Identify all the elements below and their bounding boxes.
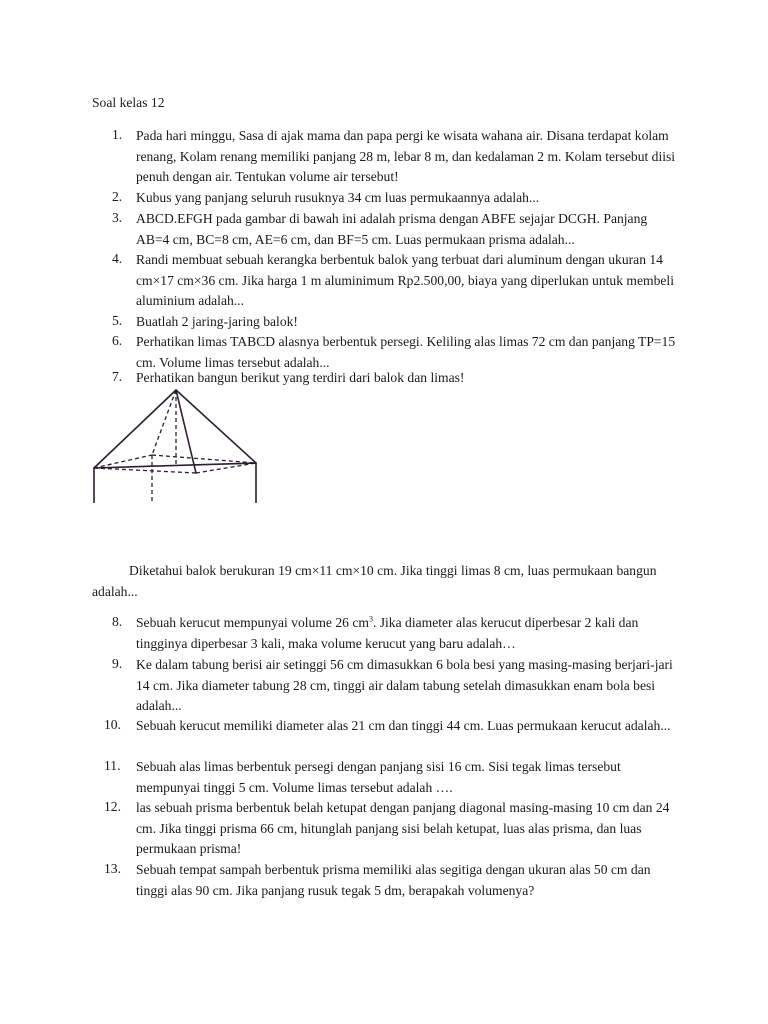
hidden-edge (152, 390, 176, 455)
figure-note (92, 561, 682, 602)
document-title: Soal kelas 12 (92, 95, 165, 110)
question-text: Sebuah tempat sampah berbentuk prisma memiliki alas segitiga dengan ukuran alas 50 cm dan tinggi alas 90 cm. Jika panjang rusuk tegak 5 dm, berapakah volumenya? (136, 862, 651, 898)
question-text: Perhatikan bangun berikut yang terdiri dari balok dan limas! (136, 370, 465, 385)
superscript: 3 (368, 614, 373, 624)
edge (176, 390, 256, 463)
question-text: Randi membuat sebuah kerangka berbentuk balok yang terbuat dari aluminum dengan ukuran 14 cm×17 cm×36 cm. Jika harga 1 m aluminimum Rp2.500,00, biaya yang diperlukan untuk membeli aluminium adalah... (136, 252, 674, 309)
question-text: Sebuah alas limas berbentuk persegi dengan panjang sisi 16 cm. Sisi tegak limas tersebut mempunyai tinggi 5 cm. Volume limas tersebut adalah …. (136, 759, 621, 795)
question-text-part: . Jika diameter alas kerucut diperbesar 2 kali dan tingginya diperbesar 3 kali, maka volume kerucut yang baru adalah… (136, 615, 639, 651)
question-number: 10. (104, 717, 121, 732)
question-number: 13. (104, 861, 121, 876)
note-text: Diketahui balok berukuran 19 cm×11 cm×10 cm. Jika tinggi limas 8 cm, luas permukaan bangun adalah... (92, 563, 657, 599)
question-text: Pada hari minggu, Sasa di ajak mama dan papa pergi ke wisata wahana air. Disana terdapat kolam renang, Kolam renang memiliki panjang 28 m, lebar 8 m, dan kedalaman 2 m. Kolam tersebut diisi penuh dengan air. Tentukan volume air tersebut! (136, 128, 676, 185)
edge (176, 390, 196, 473)
question-text: las sebuah prisma berbentuk belah ketupat dengan panjang diagonal masing-masing 10 cm dan 24 cm. Jika tinggi prisma 66 cm, hitunglah panjang sisi belah ketupat, luas alas prisma, dan luas permukaan prisma! (136, 800, 670, 857)
question-number: 12. (104, 799, 121, 814)
balok-limas-figure (88, 385, 264, 503)
question-number: 8. (112, 614, 123, 629)
question-text-part: Sebuah kerucut mempunyai volume 26 cm (136, 615, 369, 630)
hidden-edge (152, 455, 256, 463)
question-text: Sebuah kerucut memiliki diameter alas 21 cm dan tinggi 44 cm. Luas permukaan kerucut adalah... (136, 718, 671, 733)
question-number: 7. (112, 369, 123, 384)
question-text: Kubus yang panjang seluruh rusuknya 34 cm luas permukaannya adalah... (136, 190, 540, 205)
question-text: Perhatikan limas TABCD alasnya berbentuk persegi. Keliling alas limas 72 cm dan panjang TP=15 cm. Volume limas tersebut adalah... (136, 334, 676, 370)
question-text (136, 613, 681, 654)
question-number: 3. (112, 210, 123, 225)
question-text: Buatlah 2 jaring-jaring balok! (136, 314, 298, 329)
hidden-edge (94, 468, 196, 473)
question-number: 9. (112, 656, 123, 671)
question-number: 11. (104, 758, 121, 773)
question-text: ABCD.EFGH pada gambar di bawah ini adalah prisma dengan ABFE sejajar DCGH. Panjang AB=4 cm, BC=8 cm, AE=6 cm, dan BF=5 cm. Luas permukaan prisma adalah... (136, 211, 648, 247)
question-number: 6. (112, 333, 123, 348)
question-number: 4. (112, 251, 123, 266)
question-number: 2. (112, 189, 123, 204)
question-number: 5. (112, 313, 123, 328)
question-number: 1. (112, 127, 123, 142)
question-text: Ke dalam tabung berisi air setinggi 56 cm dimasukkan 6 bola besi yang masing-masing berjari-jari 14 cm. Jika diameter tabung 28 cm, tinggi air dalam tabung setelah dimasukkan enam bola besi adalah... (136, 657, 673, 714)
edge (94, 390, 176, 468)
